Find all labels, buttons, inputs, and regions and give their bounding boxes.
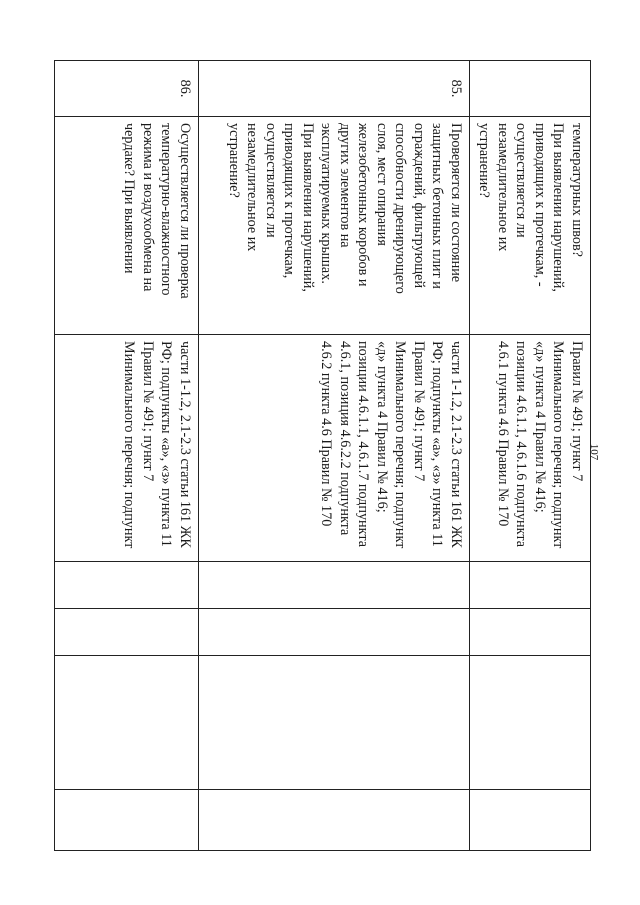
reference-line: части 1-1.2, 2.1-2.3 статьи 161 ЖК xyxy=(448,341,464,548)
reference-line: Правил № 491; пункт 7 xyxy=(140,341,156,482)
question-line: устранение? xyxy=(226,123,242,198)
reference-line: Минимального перечня; подпункт xyxy=(550,341,567,549)
question-cell xyxy=(199,117,470,335)
table-row xyxy=(199,61,470,851)
reference-cell xyxy=(470,335,591,562)
reference-line: части 1-1.2, 2.1-2.3 статьи 161 ЖК xyxy=(177,341,193,548)
question-line: режима и воздухообмена на xyxy=(140,123,156,292)
question-line: ограждений, фильтрующей xyxy=(411,123,427,289)
empty-cell xyxy=(55,562,199,609)
reference-line: РФ; подпункты «а», «з» пункта 11 xyxy=(158,341,175,547)
empty-cell xyxy=(470,656,591,790)
reference-line: позиции 4.6.1.1, 4.6.1.7 подпункта xyxy=(355,341,372,548)
reference-line: 4.6.1 пункта 4.6 Правил № 170 xyxy=(495,341,511,527)
reference-line: позиции 4.6.1.1, 4.6.1.6 подпункта xyxy=(513,341,530,548)
reference-cell xyxy=(55,335,199,562)
page-number: 107 xyxy=(588,443,600,461)
question-line: других элементов на xyxy=(337,123,353,248)
question-line: Проверяется ли состояние xyxy=(448,123,464,283)
empty-cell xyxy=(199,790,470,851)
question-line: эксплуатируемых крышах. xyxy=(318,123,335,284)
row-number xyxy=(470,61,591,117)
reference-line: 4.6.1, позиция 4.6.2.2 подпункта xyxy=(337,341,353,536)
reference-line: Минимального перечня; подпункт xyxy=(392,341,409,549)
question-line: чердаке? При выявлении xyxy=(121,123,138,274)
table-row xyxy=(470,61,591,851)
table-row xyxy=(55,61,199,851)
empty-cell xyxy=(199,562,470,609)
question-line: температурных швов? xyxy=(569,123,585,257)
question-line: устранение? xyxy=(476,123,493,198)
reference-cell xyxy=(199,335,470,562)
reference-line: 4.6.2 пункта 4.6 Правил № 170 xyxy=(318,341,335,527)
question-line: защитных бетонных плит и xyxy=(429,123,446,289)
question-line: способности дренирующего xyxy=(392,123,409,294)
reference-line: РФ; подпункты «а», «з» пункта 11 xyxy=(429,341,446,547)
question-line: железобетонных коробов и xyxy=(355,123,372,287)
empty-cell xyxy=(55,656,199,790)
question-line: приводящих к протечкам, xyxy=(281,123,298,279)
empty-cell xyxy=(55,609,199,656)
question-line: незамедлительное их xyxy=(244,123,261,252)
row-number: 85. xyxy=(199,61,470,117)
requirements-table xyxy=(54,60,591,851)
question-line: слоя, мест опирания xyxy=(374,123,390,246)
reference-line: Правил № 491; пункт 7 xyxy=(569,341,585,482)
question-line: осуществляется ли xyxy=(263,123,279,238)
empty-cell xyxy=(470,562,591,609)
question-line: При выявлении нарушений, xyxy=(300,123,316,292)
reference-line: Правил № 491; пункт 7 xyxy=(411,341,427,482)
reference-line: «д» пункта 4 Правил № 416; xyxy=(374,341,390,513)
question-cell xyxy=(470,117,591,335)
empty-cell xyxy=(470,609,591,656)
question-line: незамедлительное их xyxy=(495,123,511,252)
empty-cell xyxy=(199,656,470,790)
empty-cell xyxy=(470,790,591,851)
question-line: осуществляется ли xyxy=(513,123,530,238)
reference-line: Минимального перечня; подпункт xyxy=(121,341,138,549)
rotated-page-content xyxy=(55,60,591,850)
empty-cell xyxy=(199,609,470,656)
reference-line: «д» пункта 4 Правил № 416; xyxy=(532,341,548,513)
row-number: 86. xyxy=(55,61,199,117)
question-cell xyxy=(55,117,199,335)
question-line: При выявлении нарушений, xyxy=(550,123,567,292)
question-line: температурно-влажностного xyxy=(158,123,175,296)
question-line: Осуществляется ли проверка xyxy=(177,123,193,299)
empty-cell xyxy=(55,790,199,851)
question-line: приводящих к протечкам, - xyxy=(532,123,548,287)
